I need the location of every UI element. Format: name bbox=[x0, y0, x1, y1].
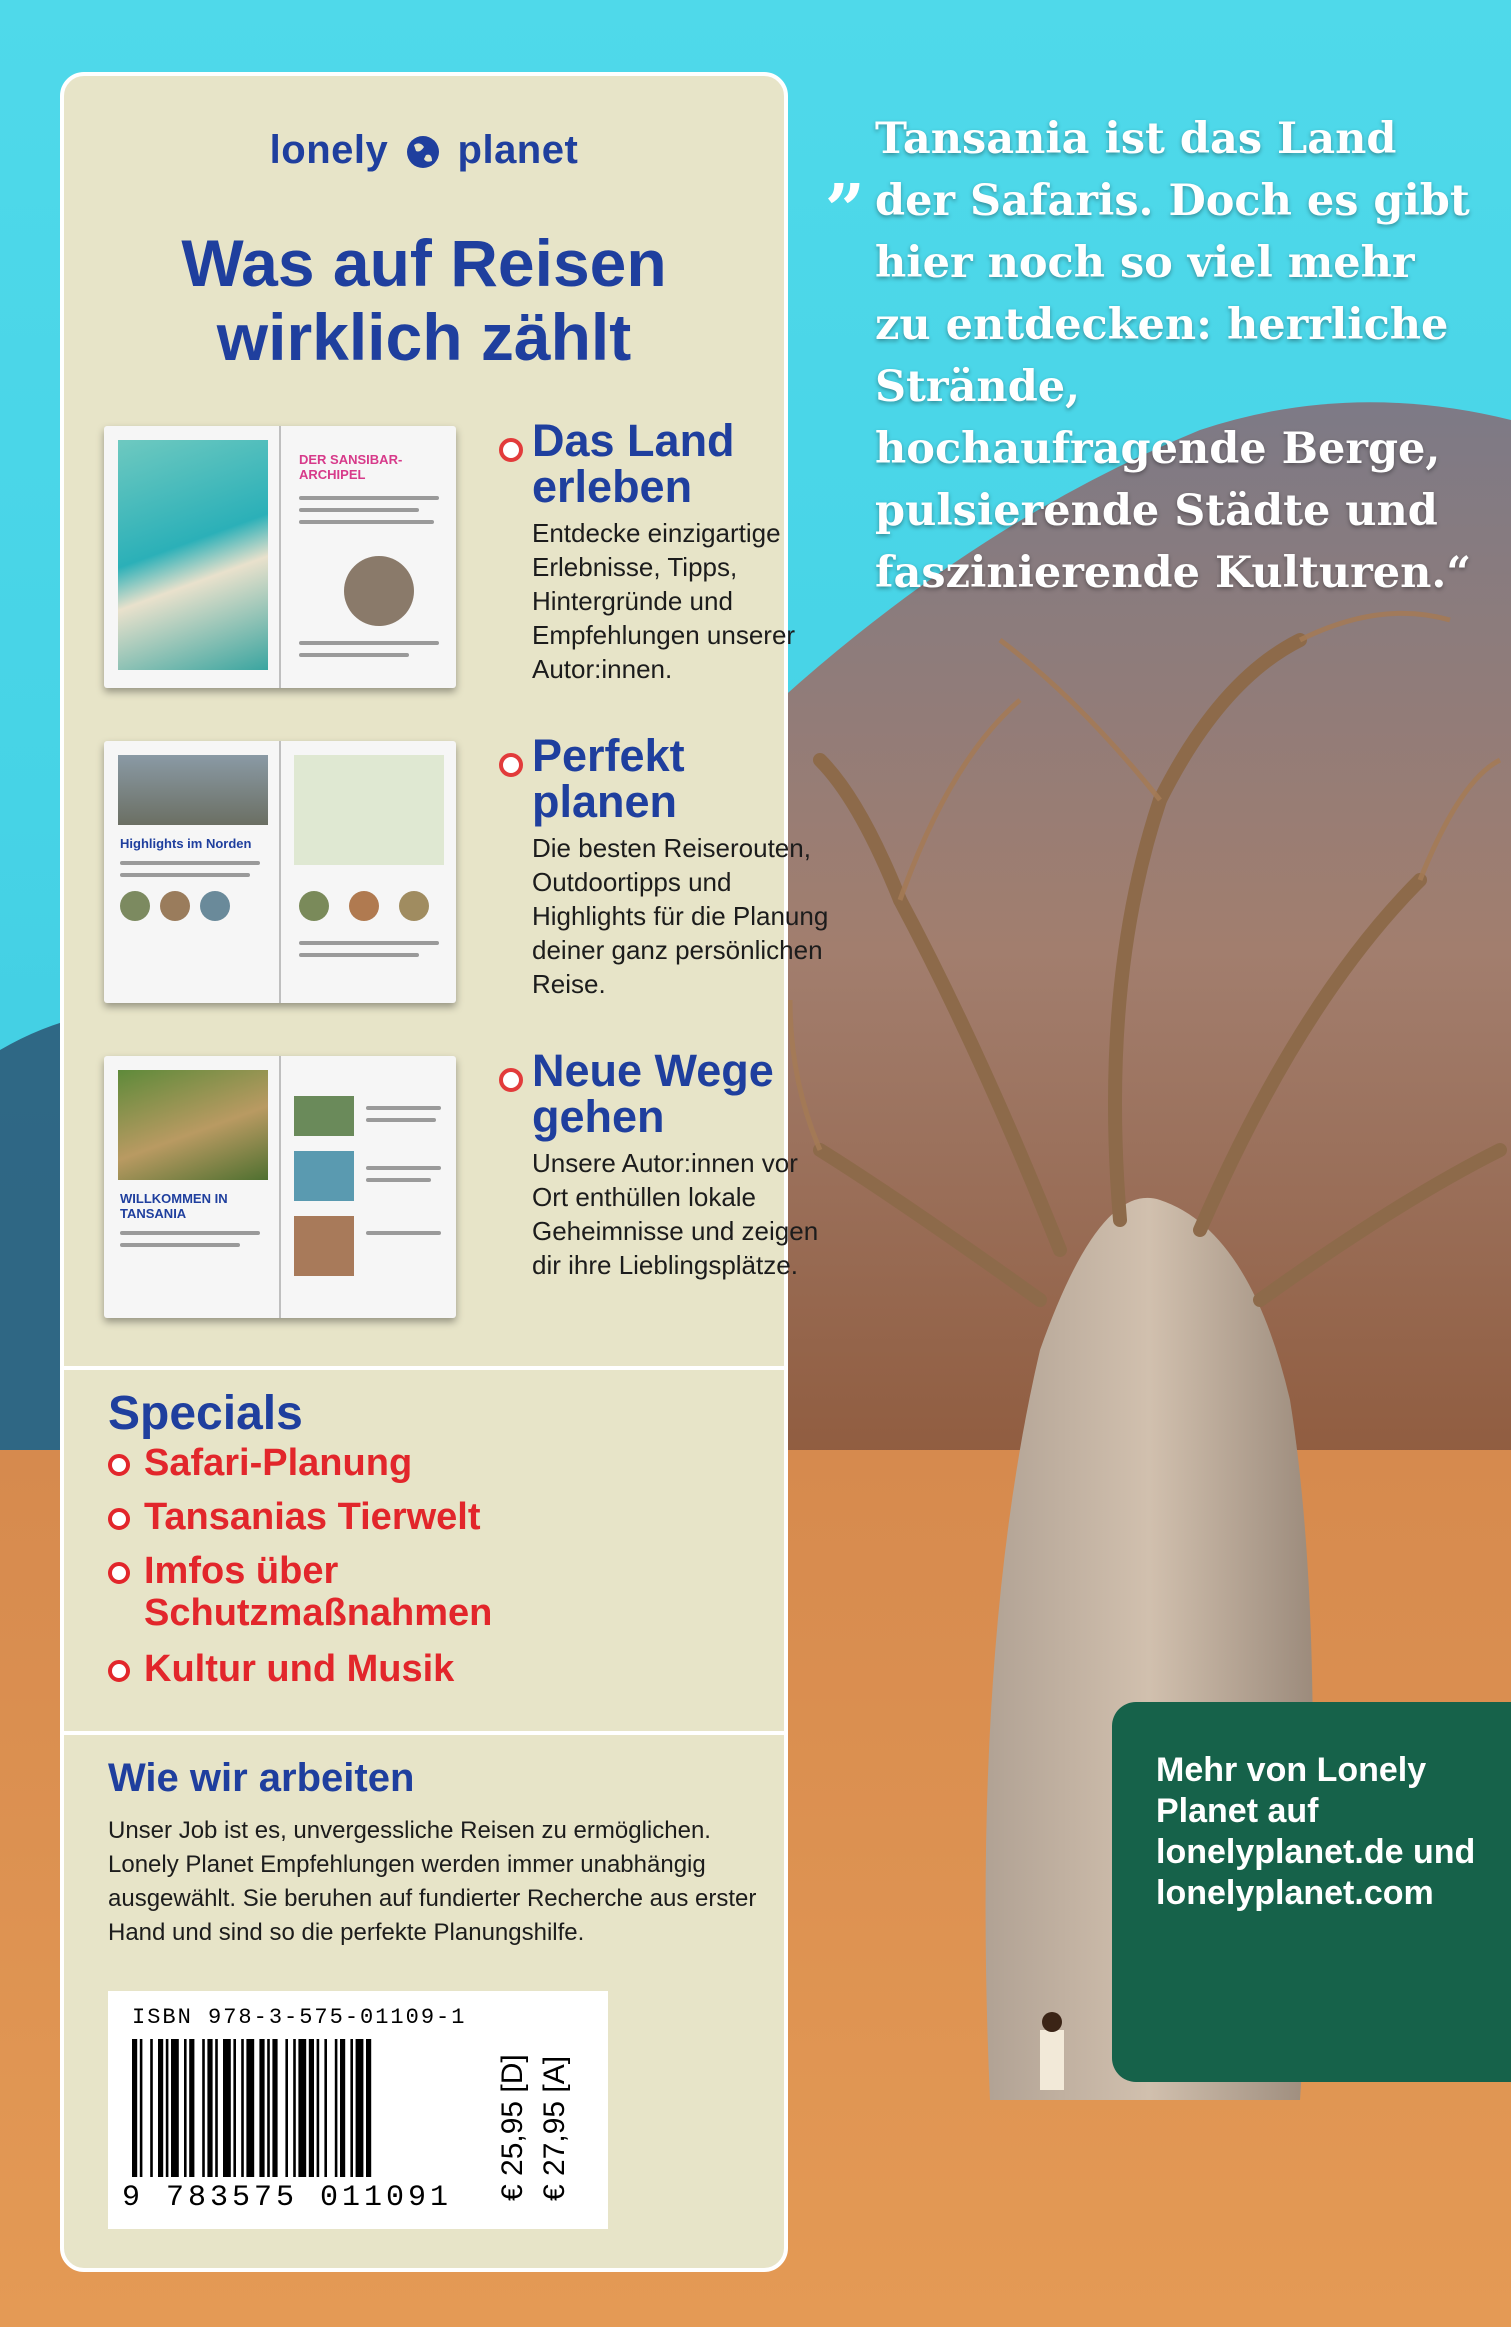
headline bbox=[64, 226, 784, 374]
barcode-bar bbox=[215, 2039, 218, 2177]
info-panel bbox=[60, 72, 829, 2272]
feature-title: Das Land erleben bbox=[532, 415, 735, 512]
barcode-bar bbox=[233, 2039, 236, 2177]
barcode-bar bbox=[340, 2039, 345, 2177]
barcode-bar bbox=[267, 2039, 270, 2177]
pull-quote: Tansania ist das Land der Safaris. Doch es gibt hier noch so viel mehr zu entdecken: herrliche Strände, hochaufragende Berge, pulsierende Städte und faszinierende Kulturen.“ bbox=[875, 114, 1472, 598]
barcode-bar bbox=[293, 2039, 296, 2177]
lonely-planet-logo bbox=[64, 128, 784, 173]
logo-right-text: planet bbox=[457, 128, 579, 172]
isbn-text: ISBN 978-3-575-01109-1 bbox=[132, 2005, 467, 2030]
barcode-bar bbox=[202, 2039, 205, 2177]
special-item: Safari-Planung bbox=[108, 1442, 412, 1484]
book1-heading: DER SANSIBAR-ARCHIPEL bbox=[299, 452, 403, 482]
barcode-bar bbox=[356, 2039, 364, 2177]
barcode-bar bbox=[150, 2039, 153, 2177]
feature-marker-icon bbox=[499, 1068, 523, 1092]
special-item: Imfos über Schutzmaßnahmen bbox=[108, 1550, 564, 1634]
feature-description: Entdecke einzigartige Erlebnisse, Tipps, Hintergründe und Empfehlungen unserer Autor:innen. bbox=[532, 518, 796, 684]
feature-perfekt-planen bbox=[104, 730, 829, 1031]
barcode-bar bbox=[184, 2039, 187, 2177]
barcode-bar bbox=[317, 2039, 320, 2177]
feature-das-land-erleben bbox=[104, 415, 796, 716]
feature-neue-wege-gehen bbox=[104, 1045, 819, 1346]
barcode-bar bbox=[223, 2039, 231, 2177]
book-preview-2 bbox=[104, 741, 456, 1003]
barcode-bar bbox=[350, 2039, 353, 2177]
barcode-bar bbox=[298, 2039, 306, 2177]
globe-icon bbox=[406, 135, 440, 169]
quote-open-mark: „ bbox=[826, 128, 867, 211]
feature-title: Perfekt planen bbox=[532, 730, 685, 827]
book2-heading: Highlights im Norden bbox=[120, 836, 252, 851]
special-item: Kultur und Musik bbox=[108, 1648, 454, 1690]
barcode-bar bbox=[335, 2039, 338, 2177]
barcode-bar bbox=[189, 2039, 194, 2177]
divider bbox=[64, 1731, 784, 1735]
barcode-bar bbox=[309, 2039, 314, 2177]
work-text: Unser Job ist es, unvergessliche Reisen zu ermöglichen. Lonely Planet Empfehlungen werden immer unabhängig ausgewählt. Sie beruhen auf fundierter Recherche aus erster Hand und sind so die perfekte Planungshilfe. bbox=[108, 1817, 757, 1946]
specials-title: Specials bbox=[108, 1387, 303, 1440]
bullet-icon bbox=[108, 1454, 130, 1476]
barcode-bar bbox=[285, 2039, 288, 2177]
feature-marker-icon bbox=[499, 438, 523, 462]
feature-description: Die besten Reiserouten, Outdoortipps und Highlights für die Planung deiner ganz persönlichen Reise. bbox=[532, 833, 829, 999]
feature-title: Neue Wege gehen bbox=[532, 1045, 774, 1142]
more-lonely-planet-box bbox=[1112, 1702, 1511, 2082]
child-figure bbox=[1040, 2030, 1064, 2090]
divider bbox=[64, 1366, 784, 1370]
book-preview-1 bbox=[104, 426, 456, 688]
headline-line1: Was auf Reisen bbox=[181, 226, 667, 300]
barcode-bar bbox=[166, 2039, 169, 2177]
more-text: Mehr von Lonely Planet auf lonelyplanet.de und lonelyplanet.com bbox=[1156, 1751, 1476, 1912]
price-germany: € 25,95 [D] bbox=[496, 2054, 529, 2201]
bullet-icon bbox=[108, 1660, 130, 1682]
barcode-bar bbox=[366, 2039, 371, 2177]
barcode-bar bbox=[259, 2039, 264, 2177]
bullet-icon bbox=[108, 1562, 130, 1584]
book3-heading: WILLKOMMEN IN TANSANIA bbox=[120, 1191, 228, 1221]
feature-marker-icon bbox=[499, 753, 523, 777]
ean-number: 9 783575 011091 bbox=[122, 2181, 453, 2215]
headline-line2: wirklich zählt bbox=[216, 300, 632, 374]
book-preview-3 bbox=[104, 1056, 456, 1318]
barcode-bar bbox=[171, 2039, 179, 2177]
barcode-bar bbox=[158, 2039, 163, 2177]
feature-description: Unsere Autor:innen vor Ort enthüllen lokale Geheimnisse und zeigen dir ihre Lieblingsplätze. bbox=[532, 1148, 819, 1280]
special-item: Tansanias Tierwelt bbox=[108, 1496, 481, 1538]
barcode-bar bbox=[324, 2039, 327, 2177]
barcode-bar bbox=[272, 2039, 277, 2177]
price-austria: € 27,95 [A] bbox=[538, 2055, 571, 2201]
logo-left-text: lonely bbox=[269, 128, 389, 172]
barcode-bars bbox=[132, 2039, 472, 2177]
work-title: Wie wir arbeiten bbox=[108, 1756, 415, 1800]
barcode bbox=[108, 1991, 608, 2229]
barcode-bar bbox=[140, 2039, 143, 2177]
barcode-bar bbox=[132, 2039, 137, 2177]
barcode-bar bbox=[241, 2039, 244, 2177]
barcode-bar bbox=[246, 2039, 254, 2177]
barcode-bar bbox=[207, 2039, 212, 2177]
bullet-icon bbox=[108, 1508, 130, 1530]
